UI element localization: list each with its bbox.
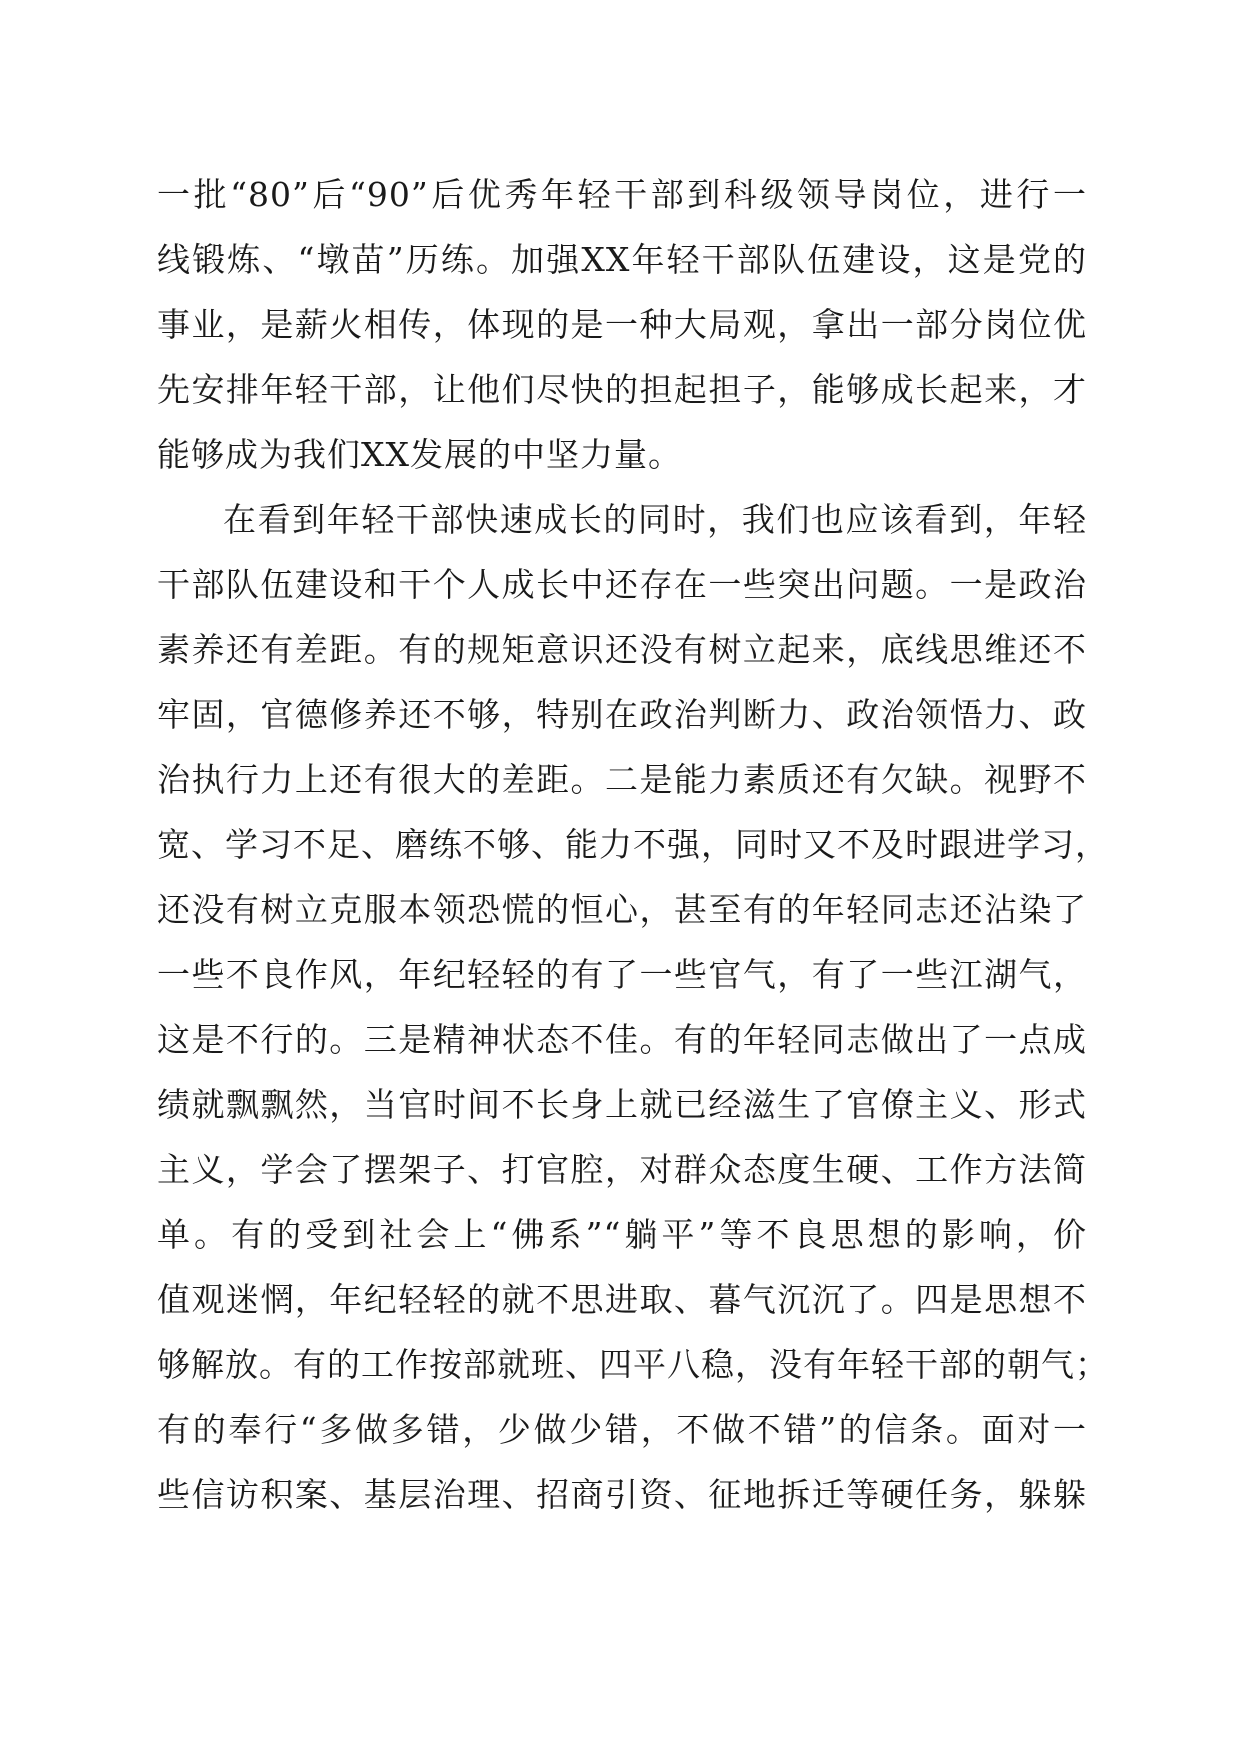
text-line: 够解放。有的工作按部就班、四平八稳，没有年轻干部的朝气； bbox=[157, 1345, 1109, 1384]
text-line: 一些不良作风，年纪轻轻的有了一些官气，有了一些江湖气， bbox=[157, 955, 1087, 994]
text-line: 些信访积案、基层治理、招商引资、征地拆迁等硬任务，躲躲 bbox=[157, 1475, 1087, 1514]
text-line: 主义，学会了摆架子、打官腔，对群众态度生硬、工作方法简 bbox=[157, 1150, 1087, 1189]
text-line: 还没有树立克服本领恐慌的恒心，甚至有的年轻同志还沾染了 bbox=[157, 890, 1087, 929]
text-line: 宽、学习不足、磨练不够、能力不强，同时又不及时跟进学习， bbox=[157, 825, 1109, 864]
text-line: 干部队伍建设和干个人成长中还存在一些突出问题。一是政治 bbox=[157, 565, 1087, 604]
text-line: 有的奉行“多做多错，少做少错，不做不错”的信条。面对一 bbox=[157, 1410, 1087, 1449]
text-line: 素养还有差距。有的规矩意识还没有树立起来，底线思维还不 bbox=[157, 630, 1087, 669]
text-line: 这是不行的。三是精神状态不佳。有的年轻同志做出了一点成 bbox=[157, 1020, 1087, 1059]
text-line: 值观迷惘，年纪轻轻的就不思进取、暮气沉沉了。四是思想不 bbox=[157, 1280, 1087, 1319]
text-line: 线锻炼、“墩苗”历练。加强XX年轻干部队伍建设，这是党的 bbox=[157, 240, 1087, 279]
text-line: 绩就飘飘然，当官时间不长身上就已经滋生了官僚主义、形式 bbox=[157, 1085, 1087, 1124]
text-line: 一批“80”后“90”后优秀年轻干部到科级领导岗位，进行一 bbox=[157, 175, 1087, 214]
text-line: 单。有的受到社会上“佛系”“躺平”等不良思想的影响，价 bbox=[157, 1215, 1087, 1254]
text-line: 事业，是薪火相传，体现的是一种大局观，拿出一部分岗位优 bbox=[157, 305, 1087, 344]
text-line: 治执行力上还有很大的差距。二是能力素质还有欠缺。视野不 bbox=[157, 760, 1087, 799]
text-line: 先安排年轻干部，让他们尽快的担起担子，能够成长起来，才 bbox=[157, 370, 1087, 409]
text-line: 牢固，官德修养还不够，特别在政治判断力、政治领悟力、政 bbox=[157, 695, 1087, 734]
body-text bbox=[157, 162, 1109, 1527]
text-line: 能够成为我们XX发展的中坚力量。 bbox=[157, 435, 682, 474]
text-line: 在看到年轻干部快速成长的同时，我们也应该看到，年轻 bbox=[223, 500, 1087, 539]
